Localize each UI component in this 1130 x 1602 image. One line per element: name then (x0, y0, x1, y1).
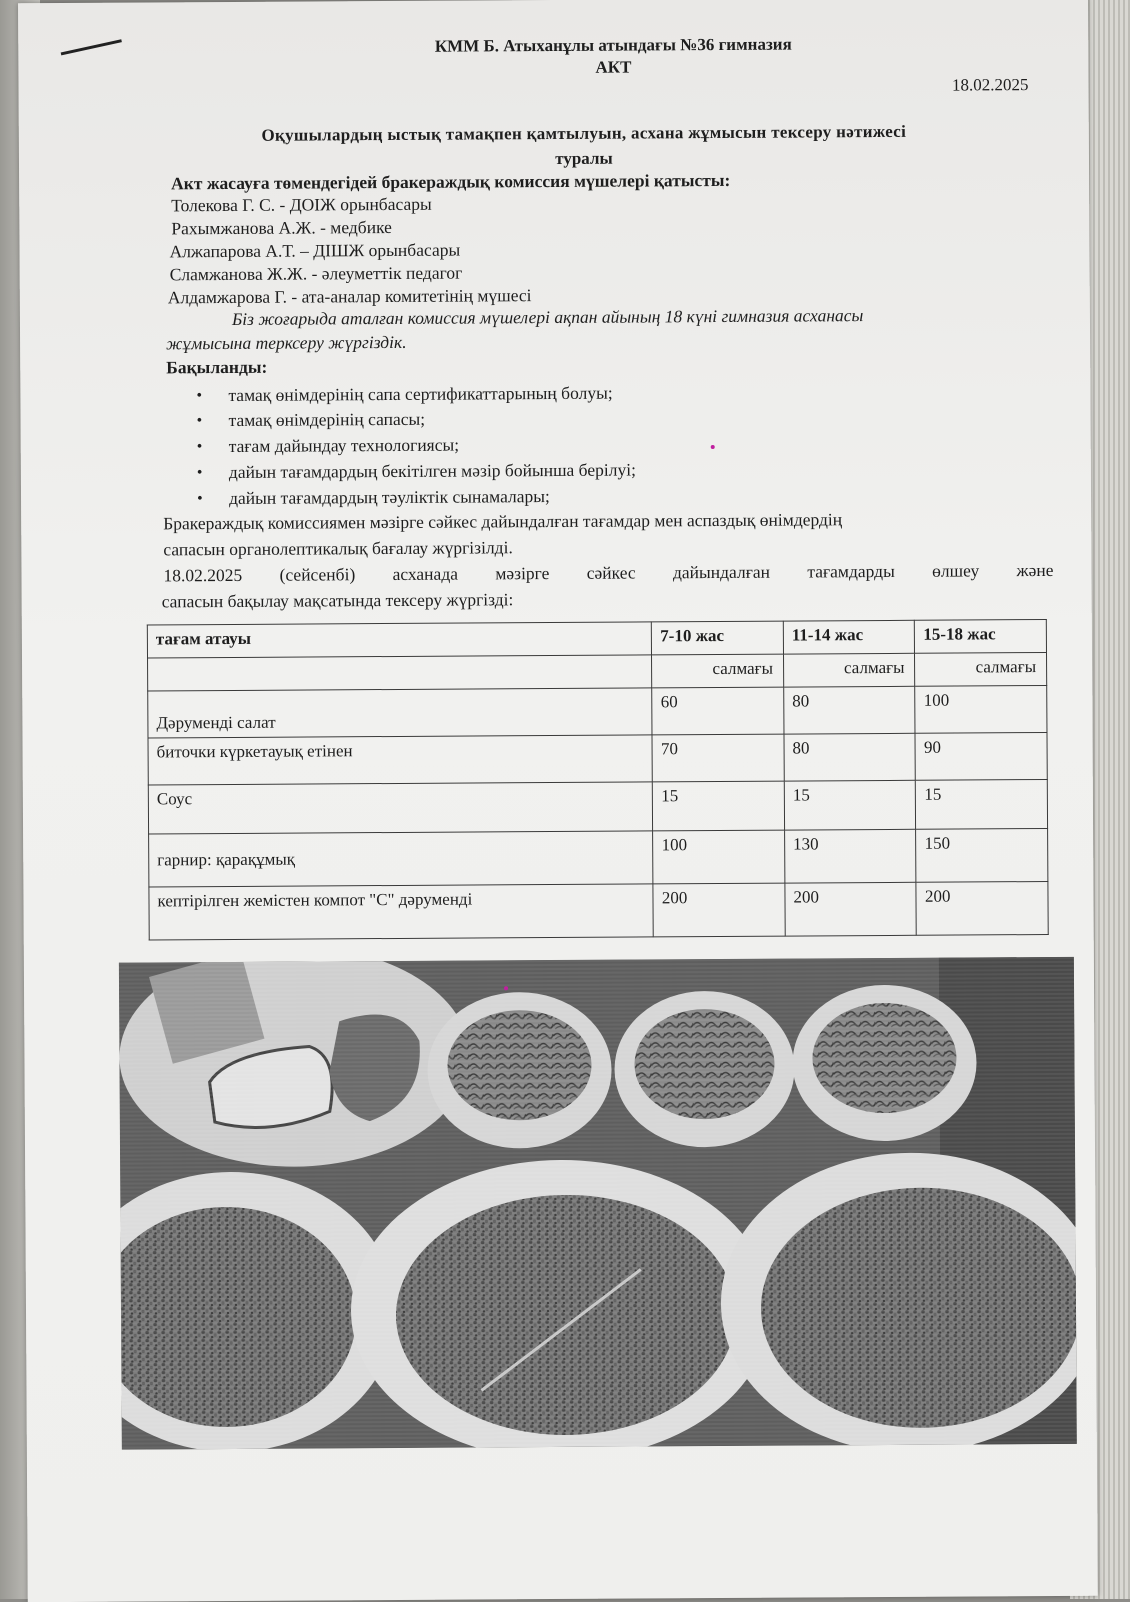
table-row (148, 732, 1047, 784)
weight-label: салмағы (783, 653, 915, 687)
dish-name: биточки күркетауық етінен (148, 735, 653, 785)
weight-cell: 80 (784, 733, 916, 781)
commission-heading: Акт жасауға төмендегідей бракераждық комиссия мүшелері қатысты: (171, 169, 731, 194)
ink-dot (711, 445, 715, 449)
weight-label: салмағы (915, 652, 1047, 686)
commission-member: Сламжанова Ж.Ж. - әлеуметтік педагог (169, 262, 463, 285)
commission-member: Алжапарова А.Т. – ДІШЖ орынбасары (169, 239, 461, 262)
checked-heading: Бақыланды: (166, 356, 268, 378)
table-subheader-row (148, 652, 1047, 690)
commission-member: Рахымжанова А.Ж. - медбике (171, 216, 392, 239)
weight-cell: 15 (653, 781, 785, 831)
checked-item: • дайын тағамдардың тәуліктік сынамалары; (229, 486, 550, 509)
weight-cell: 70 (652, 734, 784, 782)
column-header-age-group: 7-10 жас (652, 621, 784, 655)
weight-cell: 80 (784, 686, 916, 734)
checked-item: • тамақ өнімдерінің сапасы; (228, 409, 425, 431)
table-row (149, 828, 1048, 886)
table-row (148, 779, 1047, 833)
checked-item: • дайын тағамдардың бекітілген мәзір бойынша берілуі; (229, 460, 636, 483)
school-name: КММ Б. Атыханұлы атындағы №36 гимназия (434, 34, 792, 56)
checked-item: • тағам дайындау технологиясы; (229, 435, 459, 457)
weight-cell: 150 (916, 828, 1048, 882)
column-header-age-group: 15-18 жас (915, 619, 1047, 653)
paragraph1-line-2: сапасын органолептикалық бағалау жүргізілді. (163, 537, 513, 560)
weight-cell: 90 (915, 732, 1047, 780)
meal-weights-table (147, 619, 1049, 940)
table-row (148, 685, 1047, 737)
paragraph2-line-1: 18.02.2025 (сейсенбі) асханада мәзірге сәйкес дайындалған тағамдарды өлшеу және (163, 559, 1054, 586)
food-photo-illustration (119, 957, 1077, 1450)
weight-cell: 15 (916, 779, 1048, 829)
weight-cell: 100 (915, 685, 1047, 733)
weight-cell: 130 (784, 829, 916, 883)
table-header-row (147, 619, 1046, 657)
paragraph1-line-1: Бракераждық комиссиямен мәзірге сәйкес дайындалған тағамдар мен аспаздық өнімдердің (163, 509, 843, 534)
weight-cell: 60 (652, 687, 784, 735)
empty-cell (148, 655, 653, 691)
table-row (149, 881, 1048, 939)
weight-cell: 15 (784, 780, 916, 830)
weight-cell: 200 (785, 882, 917, 936)
weight-cell: 200 (653, 883, 785, 937)
document-date: 18.02.2025 (951, 75, 1029, 95)
ink-dot (504, 986, 508, 990)
weight-label: салмағы (652, 654, 784, 688)
column-header-age-group: 11-14 жас (783, 620, 915, 654)
weight-cell: 200 (916, 881, 1048, 935)
dish-name: гарнир: қарақұмық (149, 831, 654, 887)
document-page (18, 0, 1098, 1602)
document-type: АКТ (595, 57, 632, 77)
paragraph2-line-2: сапасын бақылау мақсатында тексеру жүргізді: (161, 589, 514, 612)
food-photo (119, 957, 1077, 1450)
subject-line-2: туралы (555, 148, 613, 168)
dish-name: Соус (148, 782, 653, 834)
commission-member: Алдамжарова Г. - ата-аналар комитетінің мүшесі (167, 285, 532, 308)
subject-line-1: Оқушылардың ыстық тамақпен қамтылуын, асхана жұмысын тексеру нәтижесі (261, 121, 907, 145)
dish-name: кептірілген жемістен компот "С" дәруменді (149, 884, 654, 940)
dish-name: Дәруменді салат (148, 688, 653, 738)
intro-line-2: жұмысына терксеру жүргіздік. (166, 331, 407, 354)
column-header-dish: тағам атауы (147, 622, 652, 658)
checked-item: • тамақ өнімдерінің сапа сертификаттарының болуы; (228, 383, 612, 406)
intro-line-1: Біз жоғарыда аталған комиссия мүшелері ақпан айының 18 күні гимназия асханасы (231, 305, 864, 329)
commission-member: Толекова Г. С. - ДОІЖ орынбасары (171, 193, 432, 216)
weight-cell: 100 (653, 830, 785, 884)
